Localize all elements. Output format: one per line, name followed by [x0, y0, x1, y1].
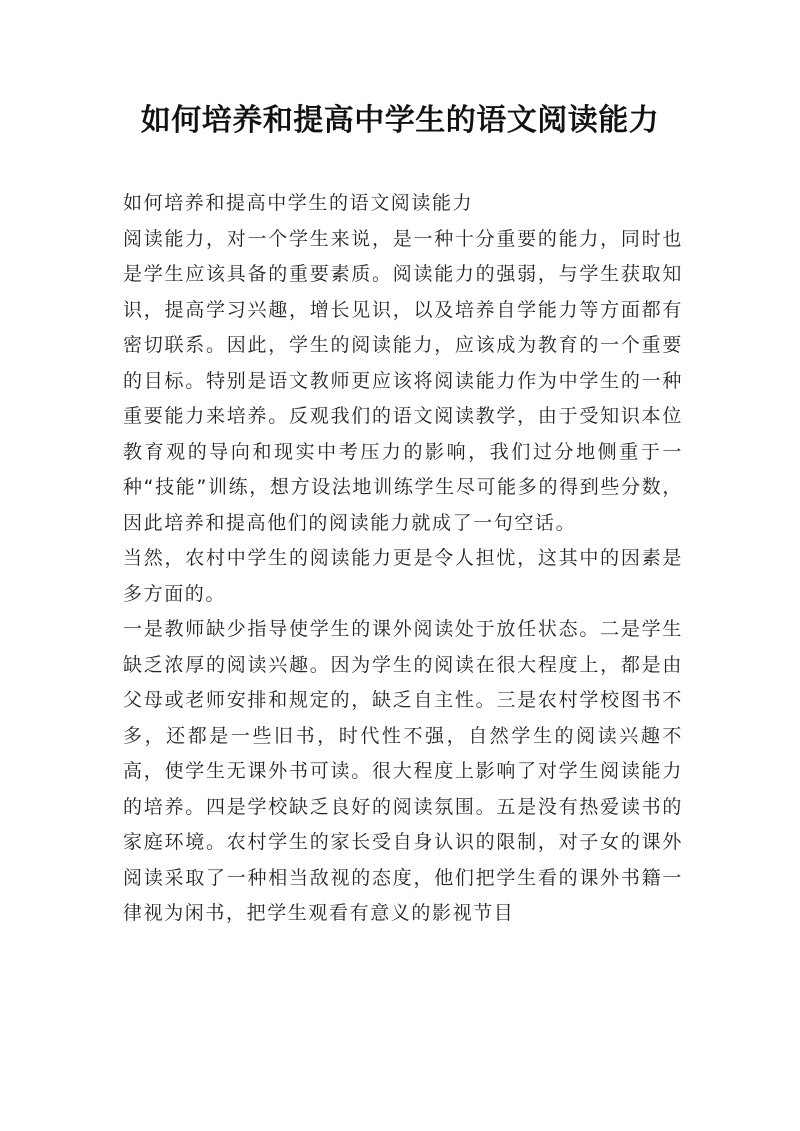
paragraph-subtitle: 如何培养和提高中学生的语文阅读能力 — [123, 192, 474, 214]
document-title: 如何培养和提高中学生的语文阅读能力 — [140, 103, 660, 138]
paragraph: 当然，农村中学生的阅读能力更是令人担忧，这其中的因素是多方面的。 — [123, 547, 683, 605]
paragraph: 一是教师缺少指导使学生的课外阅读处于放任状态。二是学生缺乏浓厚的阅读兴趣。因为学生的阅读在很大程度上，都是由父母或老师安排和规定的，缺乏自主性。三是农村学校图书不多，还都是一些旧书，时代性不强，自然学生的阅读兴趣不高，使学生无课外书可读。很大程度上影响了对学生阅读能力的培养。四是学校缺乏良好的阅读氛围。五是没有热爱读书的家庭环境。农村学生的家长受自身认识的限制，对子女的课外阅读采取了一种相当敌视的态度，他们把学生看的课外书籍一律视为闲书，把学生观看有意义的影视节目 — [123, 618, 683, 924]
document-body — [123, 186, 683, 932]
paragraph: 阅读能力，对一个学生来说，是一种十分重要的能力，同时也是学生应该具备的重要素质。阅读能力的强弱，与学生获取知识，提高学习兴趣，增长见识，以及培养自学能力等方面都有密切联系。因此，学生的阅读能力，应该成为教育的一个重要的目标。特别是语文教师更应该将阅读能力作为中学生的一种重要能力来培养。反观我们的语文阅读教学，由于受知识本位教育观的导向和现实中考压力的影响，我们过分地侧重于一种“技能”训练，想方设法地训练学生尽可能多的得到些分数，因此培养和提高他们的阅读能力就成了一句空话。 — [123, 227, 683, 534]
